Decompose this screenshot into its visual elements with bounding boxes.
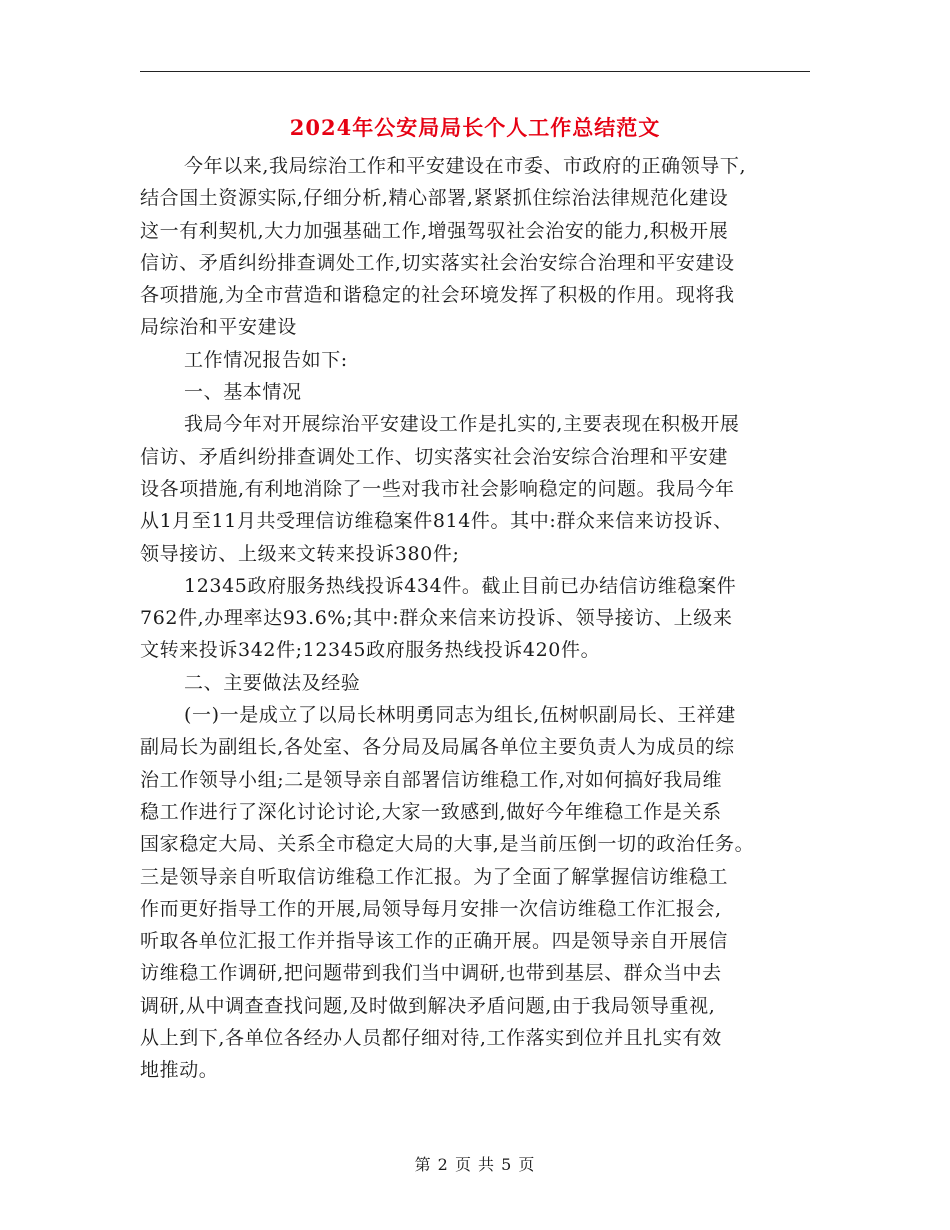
- text-line: 一、基本情况: [184, 381, 302, 404]
- text-line: 文转来投诉342件;12345政府服务热线投诉420件。: [140, 639, 601, 662]
- text-line: 今年以来,我局综治工作和平安建设在市委、市政府的正确领导下,: [184, 155, 747, 177]
- text-line: 我局今年对开展综治平安建设工作是扎实的,主要表现在积极开展: [184, 413, 740, 436]
- text-line: 调研,从中调查查找问题,及时做到解决矛盾问题,由于我局领导重视,: [140, 994, 716, 1017]
- text-line: 地推动。: [140, 1059, 219, 1082]
- text-line: 二、主要做法及经验: [184, 671, 361, 694]
- text-line: 工作情况报告如下:: [184, 348, 348, 371]
- text-line: 设各项措施,有利地消除了一些对我市社会影响稳定的问题。我局今年: [140, 477, 735, 500]
- text-line: 治工作领导小组;二是领导亲自部署信访维稳工作,对如何搞好我局维: [140, 768, 723, 791]
- text-line: 访维稳工作调研,把问题带到我们当中调研,也带到基层、群众当中去: [140, 962, 722, 985]
- text-line: 信访、矛盾纠纷排查调处工作、切实落实社会治安综合治理和平安建: [140, 445, 729, 468]
- text-line: 各项措施,为全市营造和谐稳定的社会环境发挥了积极的作用。现将我: [140, 284, 735, 307]
- header-rule: [140, 71, 810, 72]
- text-line: 结合国土资源实际,仔细分析,精心部署,紧紧抓住综治法律规范化建设: [140, 187, 729, 210]
- text-line: 作而更好指导工作的开展,局领导每月安排一次信访维稳工作汇报会,: [140, 897, 722, 920]
- text-line: 领导接访、上级来文转来投诉380件;: [140, 542, 460, 565]
- text-line: 听取各单位汇报工作并指导该工作的正确开展。四是领导亲自开展信: [140, 930, 729, 953]
- text-line: 12345政府服务热线投诉434件。截止目前已办结信访维稳案件: [184, 574, 737, 597]
- text-line: 三是领导亲自听取信访维稳工作汇报。为了全面了解掌握信访维稳工: [140, 865, 729, 888]
- text-line: 信访、矛盾纠纷排查调处工作,切实落实社会治安综合治理和平安建设: [140, 251, 735, 274]
- page-number-footer: 第 2 页 共 5 页: [414, 1155, 536, 1174]
- text-line: 局综治和平安建设: [140, 316, 297, 339]
- text-line: (一)一是成立了以局长林明勇同志为组长,伍树帜副局长、王祥建: [184, 704, 736, 727]
- text-line: 从上到下,各单位各经办人员都仔细对待,工作落实到位并且扎实有效: [140, 1027, 722, 1050]
- document-body: [140, 150, 810, 1087]
- text-line: 这一有利契机,大力加强基础工作,增强驾驭社会治安的能力,积极开展: [140, 219, 729, 242]
- text-line: 从1月至11月共受理信访维稳案件814件。其中:群众来信来访投诉、: [140, 510, 733, 533]
- text-line: 稳工作进行了深化讨论讨论,大家一致感到,做好今年维稳工作是关系: [140, 800, 722, 823]
- text-line: 国家稳定大局、关系全市稳定大局的大事,是当前压倒一切的政治任务。: [140, 833, 755, 856]
- text-line: 762件,办理率达93.6%;其中:群众来信来访投诉、领导接访、上级来: [140, 607, 733, 630]
- text-line: 副局长为副组长,各处室、各分局及局属各单位主要负责人为成员的综: [140, 736, 735, 759]
- document-title: 2024年公安局局长个人工作总结范文: [289, 115, 661, 140]
